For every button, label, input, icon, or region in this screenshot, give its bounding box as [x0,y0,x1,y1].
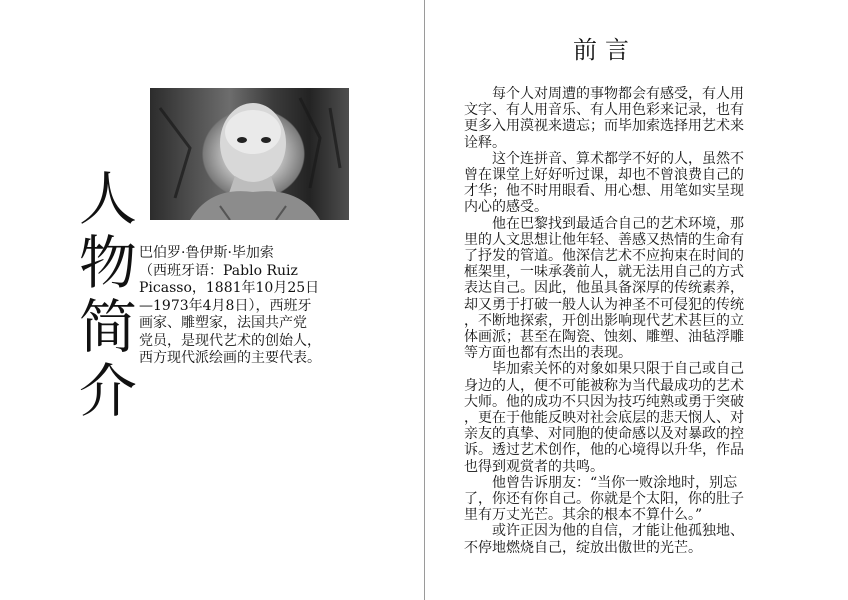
bio-line: Picasso，1881年10月25日 [139,280,320,296]
preface-line: 表达自己。因此，他虽具备深厚的传统素养， [464,280,744,297]
preface-line: 诠释。 [464,134,506,151]
preface-line: 却又勇于打破一般人认为神圣不可侵犯的传统 [464,296,744,313]
preface-line: 内心的感受。 [464,199,548,216]
bio-line: 西方现代派绘画的主要代表。 [139,350,321,366]
preface-line: 体画派；甚至在陶瓷、蚀刻、雕塑、油毡浮雕 [464,329,744,346]
preface-line: 了，你还有你自己。你就是个太阳，你的肚子 [464,491,744,508]
preface-line: 或许正因为他的自信，才能让他孤独地、 [464,523,744,540]
preface-line: 他曾告诉朋友：“当你一败涂地时，别忘 [464,474,738,491]
preface-line: 等方面也都有杰出的表现。 [464,345,632,362]
preface-text [464,86,844,556]
bio-line: （西班牙语：Pablo Ruiz [139,262,298,279]
portrait-photo [150,88,349,220]
preface-line: 诉。透过艺术创作，他的心境得以升华，作品 [464,442,744,459]
bio-text [139,245,379,368]
preface-line: ，不断地探索，开创出影响现代艺术甚巨的立 [464,312,744,329]
preface-line: 里的人文思想让他年轻、善感又热情的生命有 [464,231,744,248]
preface-heading: 前言 [573,36,637,64]
preface-line: 文字、有人用音乐、有人用色彩来记录，也有 [464,102,744,119]
preface-line: 毕加索关怀的对象如果只限于自己或自己 [464,361,744,378]
preface-line: 才华；他不时用眼看、用心想、用笔如实呈现 [464,183,744,200]
preface-line: 大师。他的成功不只因为技巧纯熟或勇于突破 [464,393,744,410]
page-title-vertical: 人物简介 [68,168,137,424]
preface-line: 框架里，一味承袭前人，就无法用自己的方式 [464,264,744,281]
preface-line: 也得到观赏者的共鸣。 [464,458,604,475]
preface-line: 这个连拼音、算术都学不好的人，虽然不 [464,150,744,167]
preface-line: 不停地燃烧自己，绽放出傲世的光芒。 [464,539,702,556]
preface-line: ，更在于他能反映对社会底层的悲天悯人、对 [464,410,744,427]
bio-line: 党员，是现代艺术的创始人， [139,332,321,349]
preface-line: 亲友的真挚、对同胞的使命感以及对暴政的控 [464,426,744,443]
bio-line: —1973年4月8日），西班牙 [139,297,312,314]
preface-line: 身边的人，便不可能被称为当代最成功的艺术 [464,377,744,394]
preface-line: 了抒发的管道。他深信艺术不应拘束在时间的 [464,248,744,265]
portrait-illustration [150,88,349,220]
preface-line: 他在巴黎找到最适合自己的艺术环境，那 [464,215,744,232]
bio-line: 巴伯罗·鲁伊斯·毕加索 [139,245,274,261]
preface-line: 每个人对周遭的事物都会有感受，有人用 [464,86,744,102]
preface-line: 更多入用漠视来遗忘；而毕加索选择用艺术来 [464,118,744,135]
bio-line: 画家、雕塑家，法国共产党 [139,315,307,331]
right-page [425,0,848,600]
preface-line: 曾在课堂上好好听过课，却也不曾浪费自己的 [464,167,744,184]
preface-line: 里有万丈光芒。其余的根本不算什么。” [464,507,703,524]
